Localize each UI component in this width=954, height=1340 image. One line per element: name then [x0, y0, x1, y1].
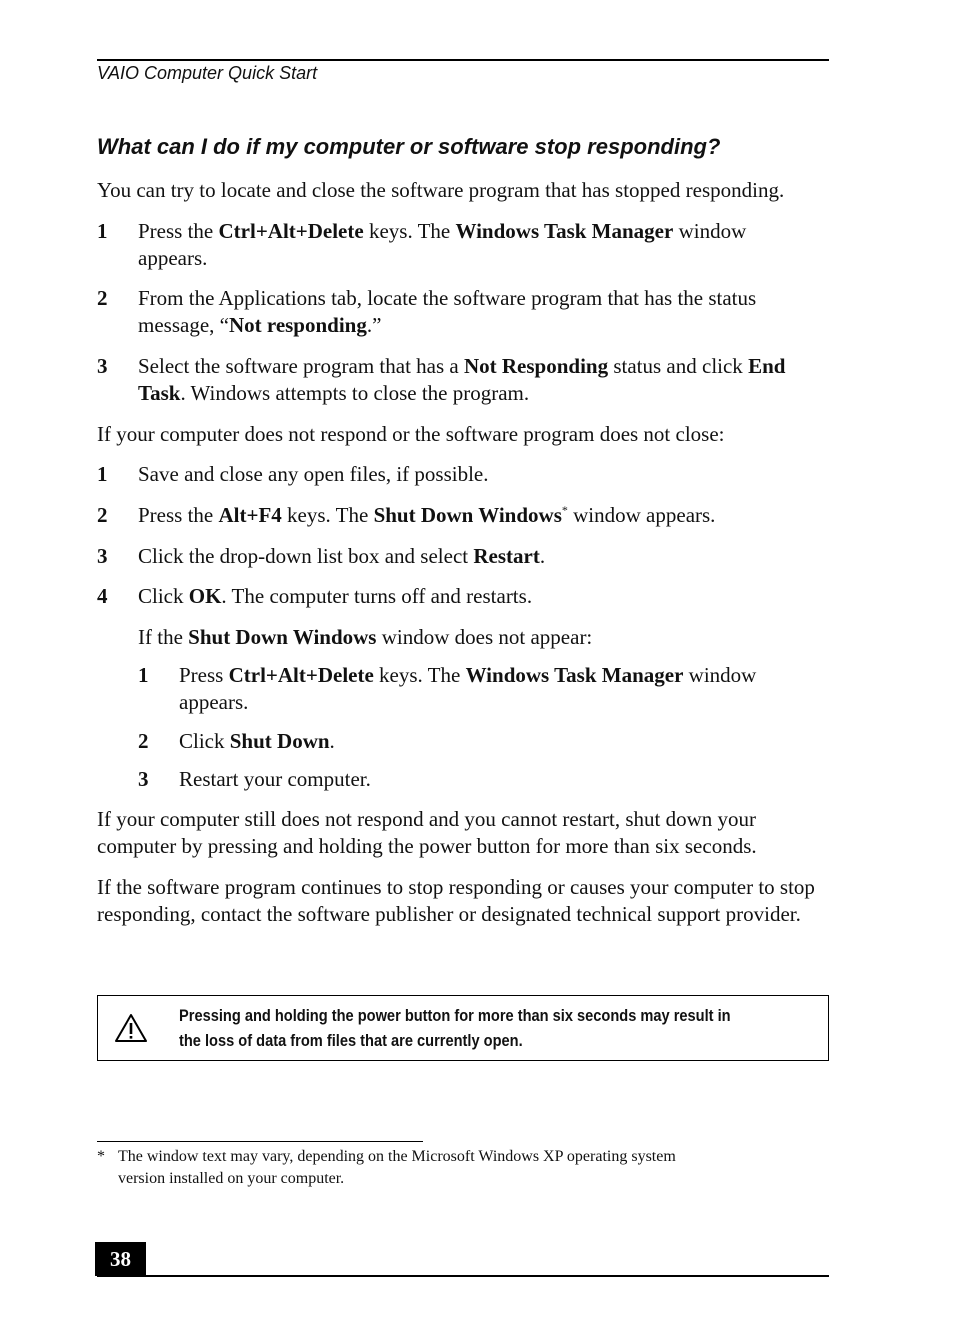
footnote-rule	[97, 1141, 423, 1142]
step-text: From the Applications tab, locate the software program that has the status message, “Not responding.”	[138, 286, 757, 337]
list-item	[97, 353, 837, 409]
step-number: 3	[138, 767, 149, 791]
list-item	[97, 583, 837, 611]
header-rule	[97, 59, 829, 61]
step-number: 4	[97, 584, 108, 608]
step-text: Restart your computer.	[179, 767, 371, 791]
step-text: Select the software program that has a Not Responding status and click End Task. Windows attempts to close the program.	[138, 354, 786, 405]
step-text: Press the Ctrl+Alt+Delete keys. The Windows Task Manager window appears.	[138, 219, 747, 270]
list-item	[97, 285, 837, 341]
list-item	[97, 218, 837, 274]
running-head: VAIO Computer Quick Start	[97, 63, 318, 83]
step-text: Click the drop-down list box and select Restart.	[138, 544, 546, 568]
sub-intro-paragraph: If the Shut Down Windows window does not appear:	[138, 625, 593, 649]
step-number: 1	[97, 219, 108, 243]
step-text: Save and close any open files, if possible.	[138, 462, 489, 486]
warning-text: Pressing and holding the power button for more than six seconds may result in the loss of data from files that are currently open.	[179, 1006, 731, 1050]
footnote-reference: *	[561, 503, 568, 517]
step-number: 3	[97, 544, 108, 568]
paragraph: If your computer still does not respond and you cannot restart, shut down your computer by pressing and holding the power button for more than six seconds.	[97, 807, 757, 858]
paragraph: If your computer does not respond or the software program does not close:	[97, 422, 725, 446]
list-item	[138, 728, 828, 756]
section-heading: What can I do if my computer or software stop responding?	[97, 134, 721, 159]
list-item	[97, 461, 837, 489]
warning-box	[97, 995, 829, 1061]
step-number: 2	[97, 286, 108, 310]
page-number: 38	[95, 1242, 146, 1276]
step-text: Press the Alt+F4 keys. The Shut Down Windows* window appears.	[138, 503, 716, 527]
step-text: Click Shut Down.	[179, 729, 335, 753]
footnote-text: The window text may vary, depending on the Microsoft Windows XP operating system version installed on your computer.	[118, 1148, 676, 1187]
intro-paragraph: You can try to locate and close the software program that has stopped responding.	[97, 178, 785, 202]
footer-rule	[97, 1275, 829, 1277]
step-number: 3	[97, 354, 108, 378]
paragraph: If the software program continues to stop responding or causes your computer to stop responding, contact the software publisher or designated technical support provider.	[97, 875, 815, 926]
list-item	[138, 766, 828, 794]
warning-triangle-icon	[114, 1013, 148, 1043]
step-text: Click OK. The computer turns off and restarts.	[138, 584, 533, 608]
list-item	[97, 543, 837, 571]
list-item	[138, 662, 828, 718]
step-number: 1	[138, 663, 149, 687]
step-number: 1	[97, 462, 108, 486]
step-text: Press Ctrl+Alt+Delete keys. The Windows Task Manager window appears.	[179, 663, 757, 714]
list-item	[97, 502, 837, 530]
footnote-mark: *	[97, 1148, 105, 1165]
step-number: 2	[97, 503, 108, 527]
step-number: 2	[138, 729, 149, 753]
